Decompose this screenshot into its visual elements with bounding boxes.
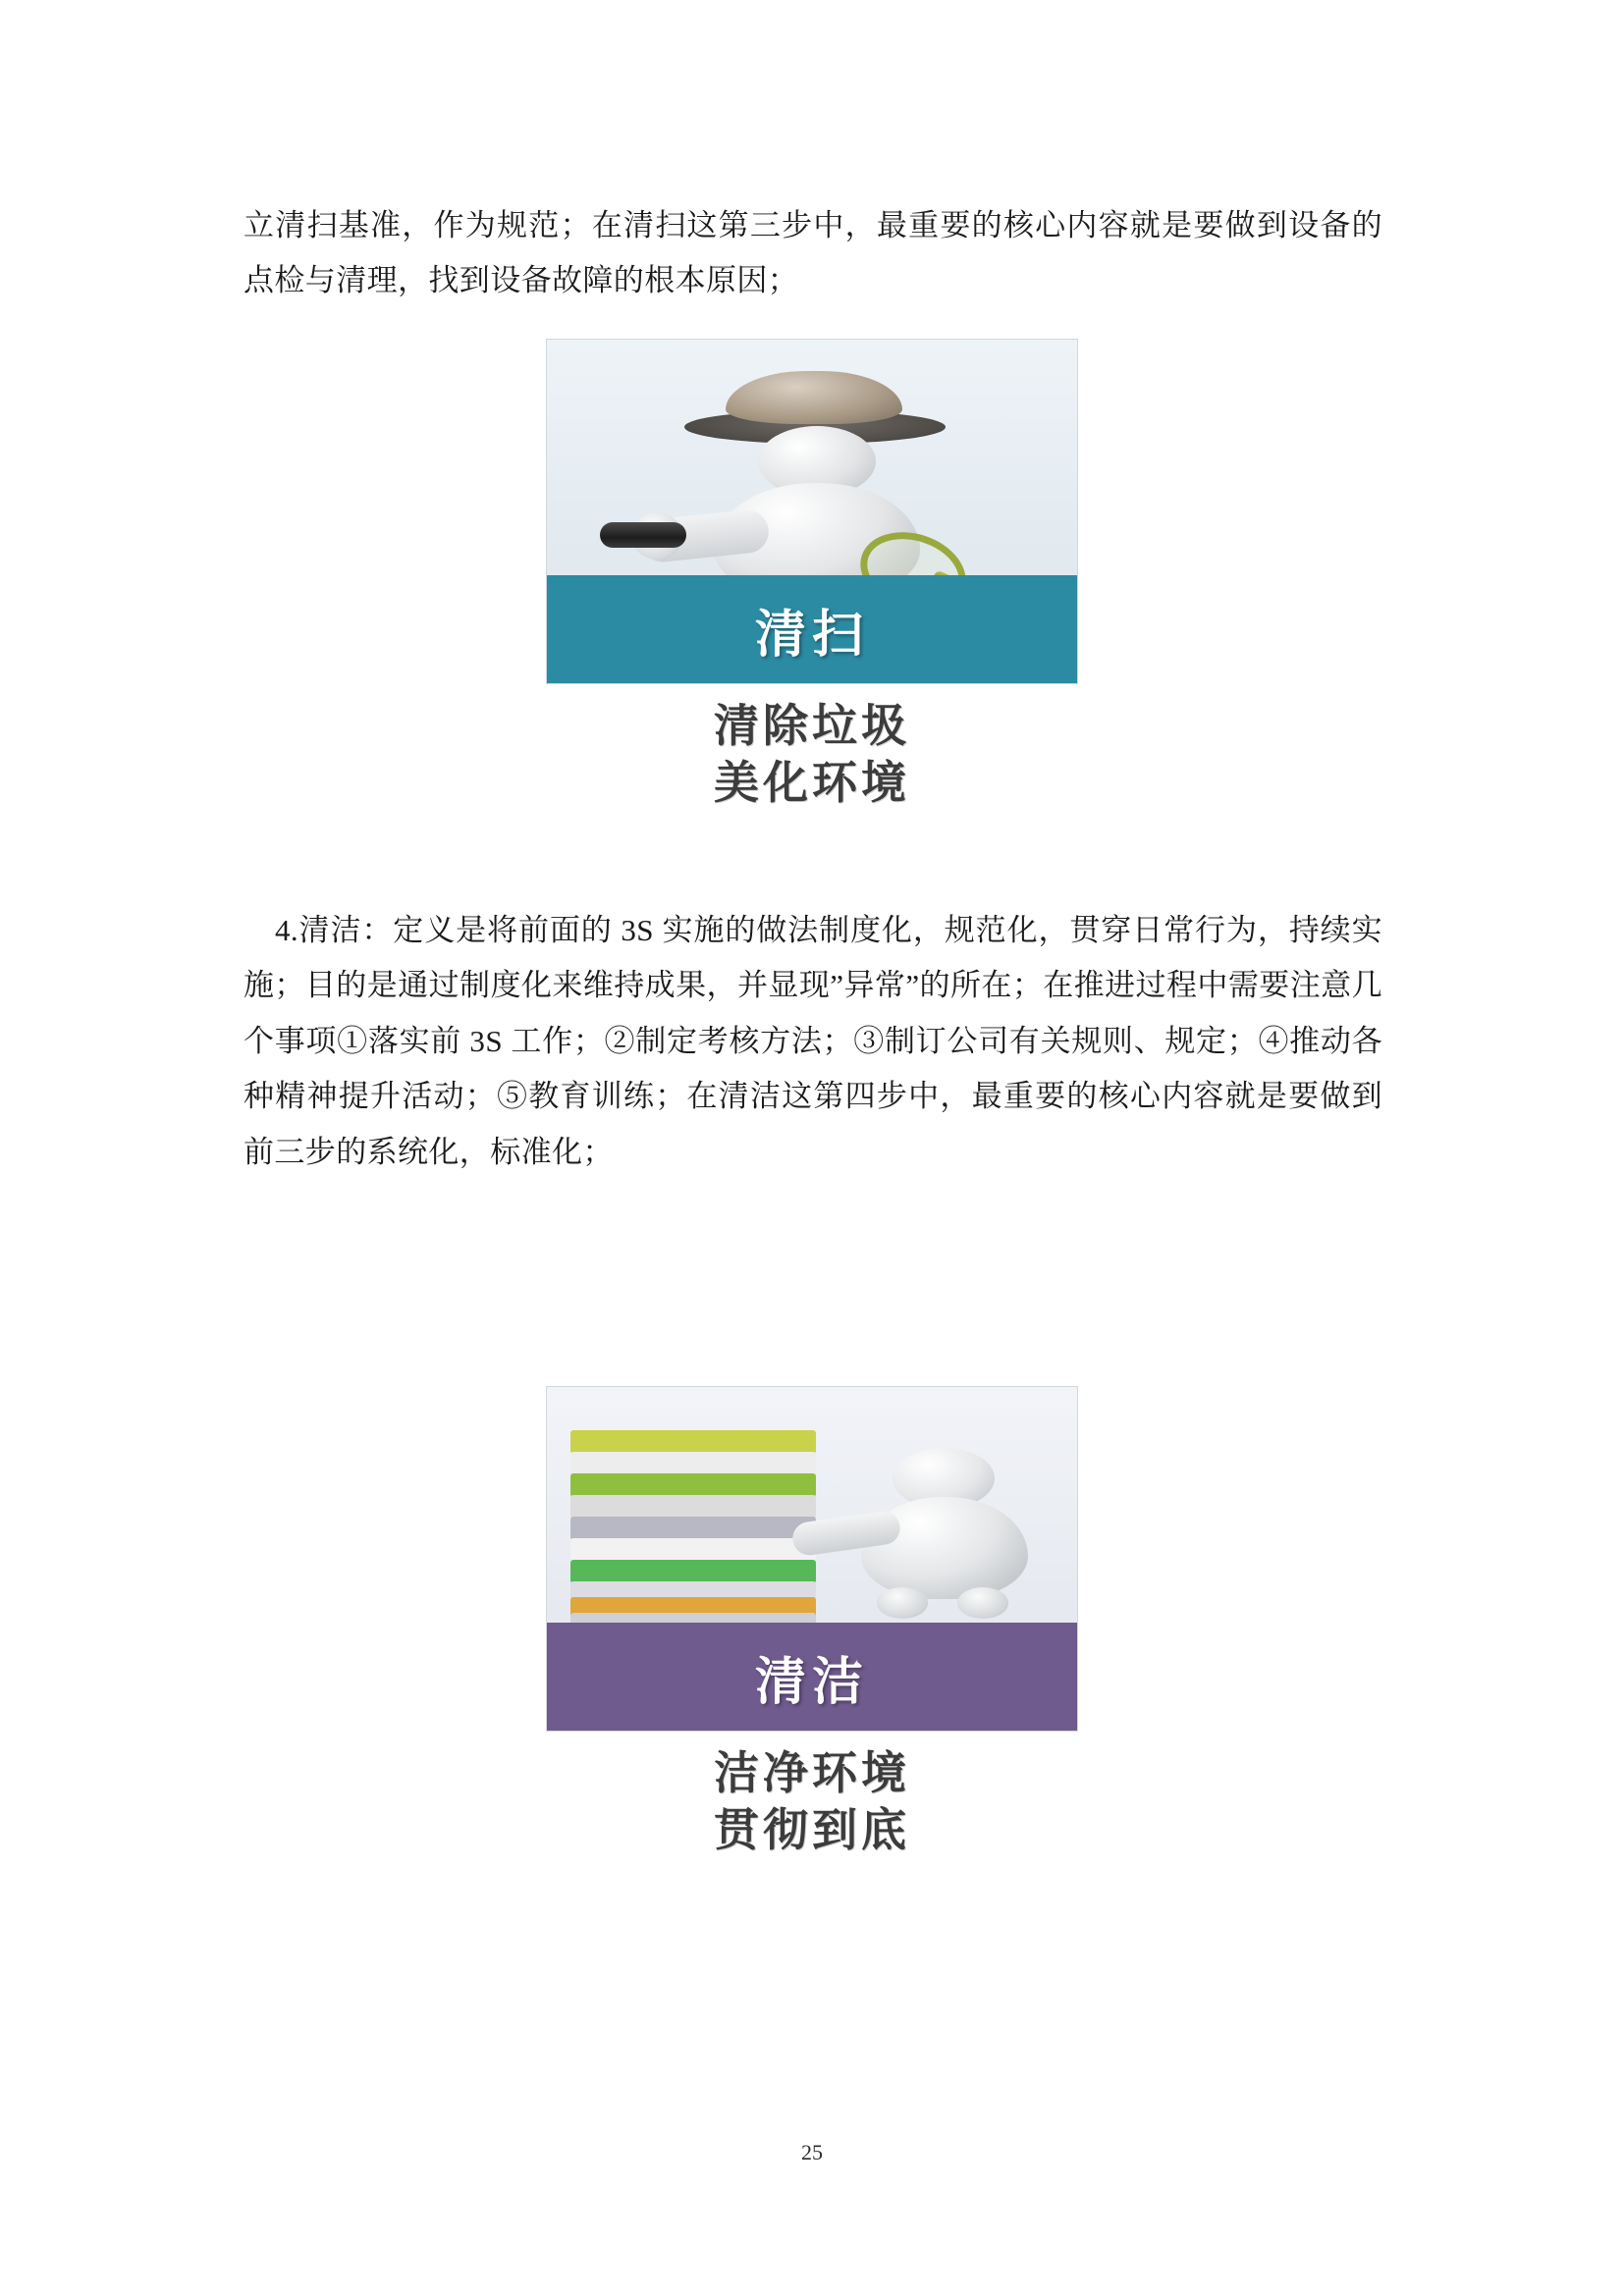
- figure-left-leg-shape: [877, 1587, 928, 1619]
- figure-qingsao-caption-line2: 美化环境: [714, 755, 910, 809]
- page-number: 25: [801, 2140, 823, 2164]
- figure-qingsao-image: [546, 339, 1078, 684]
- figure-qingsao-banner: [547, 575, 1077, 683]
- figure-qingsao-caption-line1: 清除垃圾: [714, 699, 910, 752]
- paragraph-qingjie: [244, 903, 1382, 1180]
- hat-crown-shape: [726, 371, 902, 424]
- figure-qingjie-banner-text: 清洁: [754, 1652, 869, 1712]
- figure-qingsao: [0, 339, 1624, 811]
- paragraph-continuation: 立清扫基准，作为规范；在清扫这第三步中，最重要的核心内容就是要做到设备的点检与清理，找到设备故障的根本原因；: [244, 208, 1382, 298]
- book-shape: [570, 1452, 816, 1475]
- book-shape: [570, 1430, 816, 1454]
- figure-qingjie-caption-line1: 洁净环境: [714, 1746, 910, 1799]
- figure-qingsao-caption: [546, 698, 1078, 811]
- book-shape: [570, 1538, 816, 1562]
- figure-qingsao-banner-text: 清扫: [754, 605, 869, 665]
- telescope-icon: [600, 522, 686, 548]
- book-shape: [570, 1560, 816, 1583]
- book-shape: [570, 1517, 816, 1540]
- figure-qingjie-caption-line2: 贯彻到底: [714, 1802, 910, 1856]
- figure-qingjie-image: [546, 1386, 1078, 1732]
- book-shape: [570, 1495, 816, 1519]
- paragraph-qingjie-text: 4.清洁：定义是将前面的 3S 实施的做法制度化，规范化，贯穿日常行为，持续实施；目的是通过制度化来维持成果，并显现”异常”的所在；在推进过程中需要注意几个事项①落实前 3S 工作；②制定考核方法；③制订公司有关规则、规定；④推动各种精神提升活动；⑤教育训练；在清洁这第四步中，最重要的核心内容就是要做到前三步的系统化，标准化；: [244, 913, 1382, 1169]
- figure-qingjie-caption: [546, 1745, 1078, 1858]
- figure-right-leg-shape: [957, 1587, 1008, 1619]
- figure-qingjie: [0, 1386, 1624, 1858]
- book-shape: [570, 1473, 816, 1497]
- figure-qingjie-banner: [547, 1623, 1077, 1731]
